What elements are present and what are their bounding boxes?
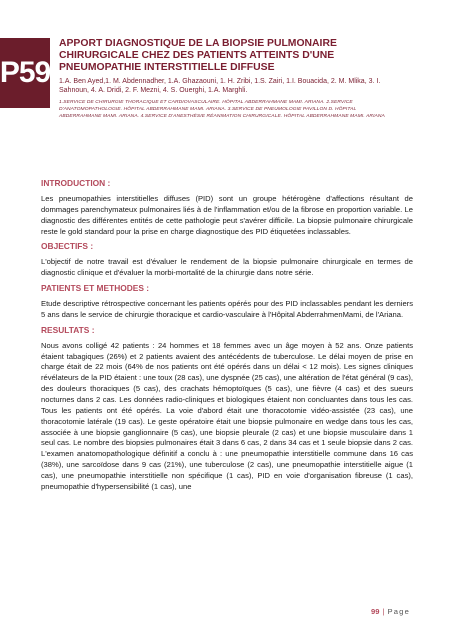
poster-number-badge (0, 38, 50, 108)
article-body (41, 178, 413, 497)
introduction-text: Les pneumopathies interstitielles diffuses (PID) sont un groupe hétérogène d'affections résultant de dommages parenchymateux pulmonaires liés à de l'inflammation et/ou de la fibrose en proportion variable. Le diagnostic des différentes entités de cette pathologie peut s'avérer difficile. La biopsie pulmonaire chirurgicale reste le gold standard pour la prise en charge diagnostique des PID étiquetées inclassables. (41, 194, 413, 236)
title-block (59, 38, 399, 121)
poster-number: P59 (0, 56, 51, 89)
page-number: 99 (371, 607, 380, 616)
results-text: Nous avons colligé 42 patients : 24 hommes et 18 femmes avec un âge moyen à 52 ans. Onze patients étaient tabagiques (26%) et 2 patients avaient des antécédents de tuberculose. Le délai moyen de prise en charge était de 22 mois (64% de nos patients ont été opérés dans un délai < 12 mois). Les signes cliniques révélateurs de la PID étaient : une toux (28 cas), une dyspnée (25 cas), une altération de l'état général (9 cas), des douleurs thoraciques (5 cas), des crachats hémoptoïques (5 cas), une fièvre (4 cas) et des sueurs nocturnes dans 2 cas. Les données radio-cliniques et biologiques étaient non concluantes dans tous les cas. Tous les patients ont été opérés. La voie d'abord était une thoracotomie vidéo-assistée (23 cas), une thoracotomie latérale (19 cas). Le geste opératoire était une biopsie pulmonaire en wedge dans tous les cas, associée à une biopsie ganglionnaire (5 cas), une biopsie pleurale (2 cas) et une biopsie musculaire dans 1 seul cas. Le nombre des biopsies pulmonaires était 3 dans 6 cas, 2 dans 34 cas et 1 seule biopsie dans 2 cas. L'examen anatomopathologique définitif a conclu à : une pneumopathie interstitielle commune dans 16 cas (38%), une sarcoïdose dans 9 cas (21%), une tuberculose (2 cas), une pneumopathie interstitielle aigue (1 cas), une pneumopathie interstitielle non spécifique (1 cas), PID en voie d'organisation fibreuse (1 cas), pneumopathie d'hypersensibilité (1 cas), une (41, 340, 413, 491)
article-title: APPORT DIAGNOSTIQUE DE LA BIOPSIE PULMONAIRE CHIRURGICALE CHEZ DES PATIENTS ATTEINTS D'UNE PNEUMOPATHIE INTERSTITIELLE DIFFUSE (59, 38, 337, 73)
author-list: 1.A. Ben Ayed,1. M. Abdennadher, 1.A. Ghazaouni, 1. H. Zribi, 1.S. Zairi, 1.I. Bouacida, 2. M. Mlika, 3. I. Sahnoun, 4. A. Dridi, 2. F. Mezni, 4. S. Ouerghi, 1.A. Marghli. (59, 78, 381, 94)
page-footer (371, 607, 410, 616)
section-heading-introduction: INTRODUCTION : (41, 178, 111, 188)
page-separator: | (382, 607, 385, 616)
section-heading-objectives: OBJECTIFS : (41, 241, 94, 252)
page-label: Page (387, 607, 410, 616)
section-heading-results: RESULTATS : (41, 324, 95, 335)
article-header (59, 38, 399, 121)
section-heading-methods: PATIENTS ET METHODES : (41, 283, 150, 294)
objectives-text: L'objectif de notre travail est d'évaluer le rendement de la biopsie pulmonaire chirurgicale en termes de diagnostic clinique et d'évaluer la morbi-mortalité de la chirurgie dans notre série. (41, 257, 413, 278)
methods-text: Etude descriptive rétrospective concernant les patients opérés pour des PID inclassables pendant les derniers 5 ans dans le service de chirurgie thoracique et cardio-vasculaire à l'Hôpital AbderrahmenMami, de l'Ariana. (41, 299, 413, 319)
affiliations: 1.SERVICE DE CHIRURGIE THORACIQUE ET CARDIOVASCULAIRE. HÔPITAL ABDERRAHMANE MAMI. ARIANA. 2.SERVICE D'ANATOMOPATHOLOGIE. HÔPITAL ABDERRAHMANE MAMI. ARIANA. 3.SERVICE DE PNEUMOLOGIE PAVILLON D. HÔPITAL ABDERRAHMANE MAMI. ARIANA. 4.SERVICE D'ANESTHÉSIE RÉANIMATION CHIRURGICALE. HÔPITAL ABDERRAHMANE MAMI. ARIANA (59, 100, 385, 120)
